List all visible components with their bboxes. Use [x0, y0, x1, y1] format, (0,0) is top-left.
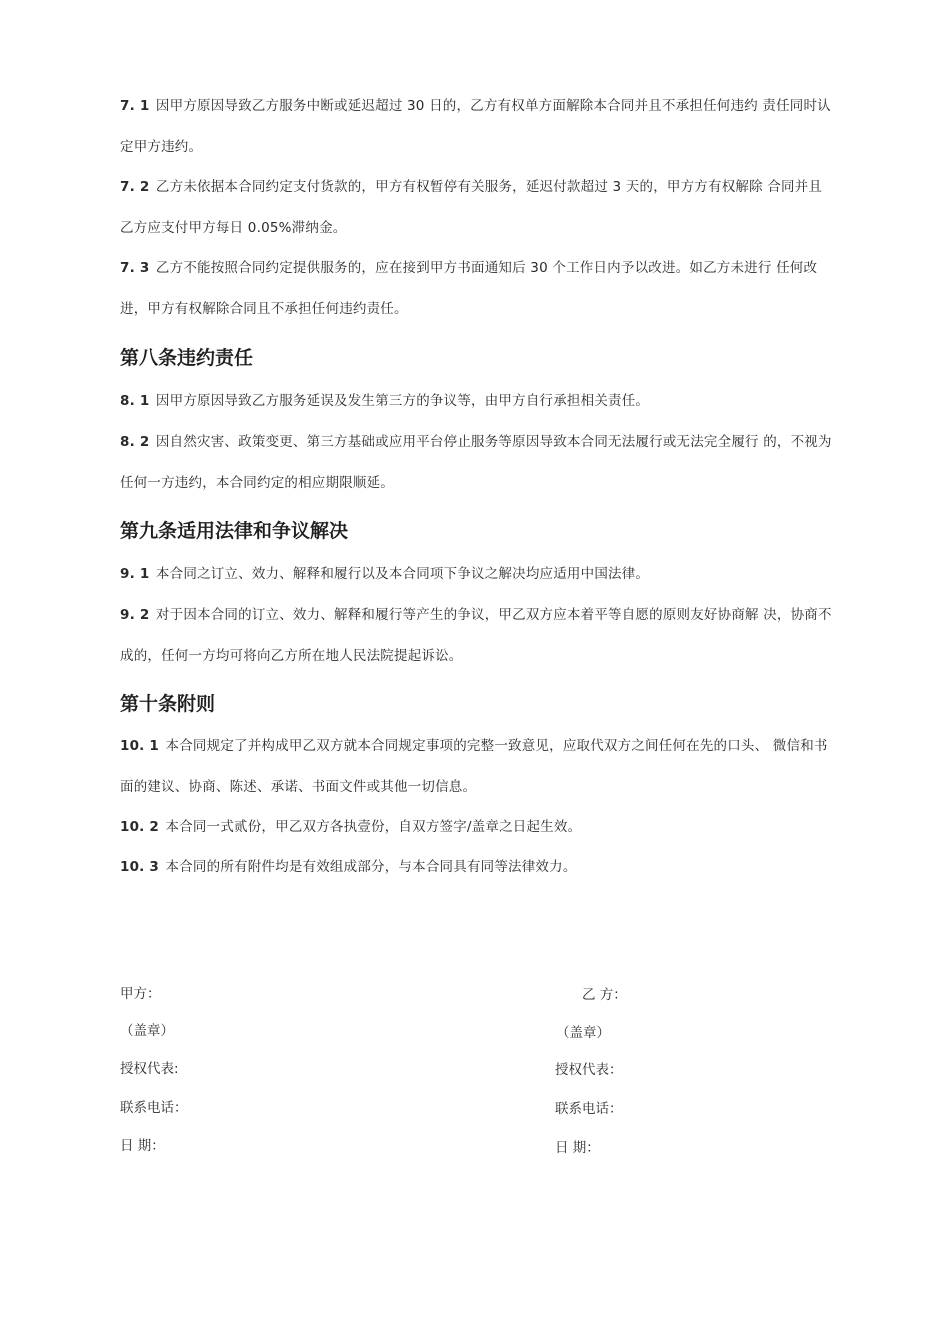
party-a-seal-label: （盖章）	[120, 1023, 174, 1039]
clause-number: 8. 2	[120, 434, 150, 450]
party-a-phone-label: 联系电话：	[120, 1100, 188, 1116]
party-b-phone-label: 联系电话：	[555, 1101, 623, 1117]
clause-number: 7. 1	[120, 98, 150, 114]
party-a-name-label: 甲方：	[120, 986, 161, 1002]
clause-7-1	[120, 86, 832, 168]
clause-7-3	[120, 248, 832, 330]
clause-number: 10. 1	[120, 738, 160, 754]
party-b-rep-label: 授权代表：	[555, 1062, 623, 1078]
clause-text: 本合同之订立、效力、解释和履行以及本合同项下争议之解决均应适用中国法律。	[155, 566, 650, 582]
clause-number: 9. 2	[120, 607, 150, 623]
clause-9-2	[120, 595, 832, 677]
clause-10-2	[120, 807, 832, 848]
clause-10-3	[120, 847, 832, 888]
clause-number: 8. 1	[120, 393, 150, 409]
clause-7-2	[120, 167, 832, 249]
clause-8-1	[120, 381, 832, 422]
section-heading-8: 第八条违约责任	[120, 347, 254, 369]
clause-number: 9. 1	[120, 566, 150, 582]
party-b-date-label: 日 期：	[555, 1140, 600, 1156]
clause-text: 本合同规定了并构成甲乙双方就本合同规定事项的完整一致意见，应取代双方之间任何在先的口头、 微信和书面的建议、协商、陈述、承诺、书面文件或其他一切信息。	[120, 738, 828, 795]
section-heading-10: 第十条附则	[120, 693, 216, 715]
clause-text: 本合同的所有附件均是有效组成部分，与本合同具有同等法律效力。	[165, 859, 577, 875]
section-heading-9: 第九条适用法律和争议解决	[120, 520, 349, 542]
clause-text: 对于因本合同的订立、效力、解释和履行等产生的争议，甲乙双方应本着平等自愿的原则友好协商解 决，协商不成的，任何一方均可将向乙方所在地人民法院提起诉讼。	[120, 607, 832, 664]
clause-8-2	[120, 422, 832, 504]
clause-number: 7. 2	[120, 179, 150, 195]
clause-text: 因自然灾害、政策变更、第三方基础或应用平台停止服务等原因导致本合同无法履行或无法完全履行 的，不视为任何一方违约，本合同约定的相应期限顺延。	[120, 434, 832, 491]
party-b-seal-label: （盖章）	[556, 1025, 610, 1041]
party-a-rep-label: 授权代表:	[120, 1061, 179, 1077]
clause-number: 10. 2	[120, 819, 160, 835]
clause-text: 因甲方原因导致乙方服务延误及发生第三方的争议等，由甲方自行承担相关责任。	[155, 393, 650, 409]
clause-10-1	[120, 726, 832, 808]
clause-number: 10. 3	[120, 859, 160, 875]
clause-9-1	[120, 554, 832, 595]
clause-text: 因甲方原因导致乙方服务中断或延迟超过 30 日的，乙方有权单方面解除本合同并且不承担任何违约 责任同时认定甲方违约。	[120, 98, 831, 155]
clause-number: 7. 3	[120, 260, 150, 276]
clause-text: 乙方不能按照合同约定提供服务的，应在接到甲方书面通知后 30 个工作日内予以改进。如乙方未进行 任何改进，甲方有权解除合同且不承担任何违约责任。	[120, 260, 818, 317]
party-a-date-label: 日 期：	[120, 1138, 165, 1154]
clause-text: 乙方未依据本合同约定支付货款的，甲方有权暂停有关服务，延迟付款超过 3 天的，甲方方有权解除 合同并且乙方应支付甲方每日 0.05%滞纳金。	[120, 179, 823, 236]
clause-text: 本合同一式贰份，甲乙双方各执壹份，自双方签字/盖章之日起生效。	[165, 819, 582, 835]
party-b-name-label: 乙 方：	[582, 987, 627, 1003]
